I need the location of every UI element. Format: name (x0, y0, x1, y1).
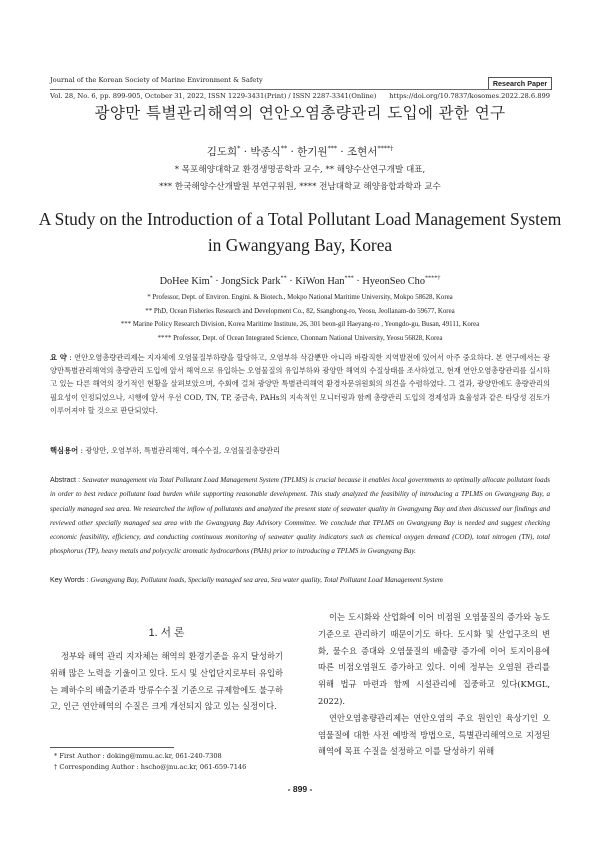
english-authors (0, 276, 600, 287)
author-mark: ** (280, 145, 288, 153)
english-keywords: Key Words : Gwangyang Bay, Pollutant loads, Specially managed sea area, Sea water quality, Total Pollutant Load Management System (50, 576, 443, 584)
paragraph: 정부와 해역 관리 지자체는 해역의 환경기준을 유지 달성하기 위해 많은 노력을 기울이고 있다. 도시 및 산업단지로부터 유입하는 폐하수의 배출기준과 방류수수질 기준으로 규제함에도 불구하고, 인근 연안해역의 수질은 크게 개선되지 않고 있는 실정이다. (50, 651, 283, 712)
keywords-text: 광양만, 오염부하, 특별관리해역, 해수수질, 오염물질총량관리 (85, 446, 281, 455)
intro-right-column (318, 609, 550, 760)
author-name: 박종식 (250, 146, 281, 158)
paragraph: 연안오염총량관리제는 연안오염의 주요 원인인 육상기인 오염물질에 대한 사전 예방적 방법으로, 특별관리해역으로 지정된 해역에 목표 수질을 설정하고 이를 달성하기 위해 (318, 712, 550, 757)
abstract-text: Seawater management via Total Pollutant Load Management System (TPLMS) is crucial because it enables local governments to optimally allocate pollutant loads in order to best reduce pollutant load burden while supporting reasonable development. This study analyzed the feasibility of introducing a TPLMS on Gwangyang Bay, a specially managed sea area. We researched the inflow of pollutants and analyzed the present state of seawater quality in Gwangyang Bay and then discussed our findings and reviewed other specially managed sea area with the Gwangyang Bay Advisory Committee. We conclude that TPLMS on Gwangyang Bay is needed and suggest checking economic feasibility, efficiency, and conducting continuous monitoring of seawater quality indicators such as chemical oxygen demand (COD), total nitrogen (TN), total phosphorus (TP), heavy metals and polycyclic aromatic hydrocarbons (PAHs) prior to introducing a TPLMS in Gwangyang Bay. (50, 476, 550, 556)
korean-abstract: 요 약 : 연안오염총량관리제는 지자체에 오염물질부하량을 할당하고, 오염부하 삭감뿐만 아니라 바람직한 지역발전에 있어서 아주 중요하다. 본 연구에서는 광양만특별관리해역의 총량관리 도입에 앞서 해역으로 유입하는 오염물질의 유입부하와 광양만 해역의 수질상태를 조사하였고, 현재 연안오염총량관리를 실시하고 있는 다른 해역의 장기적인 현황을 살펴보았으며, 수회에 걸쳐 광양만 특별관리해역 환경자문위원회의 의견을 수렴하였다. 그 결과, 광양만에도 총량관리의 필요성이 인정되었으나, 시행에 앞서 우선 COD, TN, TP, 중금속, PAHs의 지속적인 모니터링과 함께 총량관리 도입의 경제성과 효율성과 같은 타당성 검토가 이루어져야 할 것으로 판단되었다. (50, 353, 551, 415)
author-mark: ** (280, 274, 287, 282)
author-sep: · (353, 276, 363, 287)
corresponding-author-footnote: † Corresponding Author : hscho@jnu.ac.kr, 061-659-7146 (54, 763, 247, 771)
author-sep: · (212, 276, 222, 287)
author-mark: ****† (424, 274, 441, 282)
footnotes (54, 751, 246, 773)
korean-affiliation-1: * 목포해양대학교 환경생명공학과 교수, ** 해양수산연구개발 대표, (174, 165, 426, 175)
footnote-rule (50, 747, 174, 748)
author-sep: · (337, 146, 348, 158)
volume-info: Vol. 28, No. 6, pp. 899-905, October 31, 2022, ISSN 1229-3431(Print) / ISSN 2287-3341(Online) (50, 92, 377, 100)
author-name: 조현서 (347, 146, 378, 158)
abstract-text: 연안오염총량관리제는 지자체에 오염물질부하량을 할당하고, 오염부하 삭감뿐만 아니라 바람직한 지역발전에 있어서 아주 중요하다. 본 연구에서는 광양만특별관리해역의 총량관리 도입에 앞서 해역으로 유입하는 오염물질의 유입부하와 광양만 해역의 수질상태를 조사하였고, 현재 연안오염총량관리를 실시하고 있는 다른 해역의 장기적인 현황을 살펴보았으며, 수회에 걸쳐 광양만 특별관리해역 환경자문위원회의 의견을 수렴하였다. 그 결과, 광양만에도 총량관리의 필요성이 인정되었으나, 시행에 앞서 우선 COD, TN, TP, 중금속, PAHs의 지속적인 모니터링과 함께 총량관리 도입의 경제성과 효율성과 같은 타당성 검토가 이루어져야 할 것으로 판단되었다. (50, 353, 551, 415)
author-name: DoHee Kim (159, 276, 210, 287)
article-type-badge: Research Paper (488, 77, 552, 90)
author-name: 김도희 (206, 146, 238, 158)
doi[interactable]: https://doi.org/10.7837/kosomes.2022.28.6.899 (389, 92, 550, 100)
english-affiliation: *** Marine Policy Research Division, Korea Maritime Institute, 26, 301 beon-gil Haeyang-ro , Yeongdo-gu, Busan, 49111, Korea (120, 321, 480, 328)
english-affiliation: **** Professor, Dept. of Ocean Integrated Science, Chonnam National University, Yeosu 56828, Korea (157, 335, 443, 342)
author-mark: * (209, 274, 213, 282)
author-mark: *** (327, 145, 338, 153)
page-number: - 899 - (287, 784, 313, 794)
author-mark: ****† (377, 145, 394, 153)
author-name: KiWon Han (295, 276, 345, 287)
author-name: JongSick Park (221, 276, 281, 287)
keywords-text: Gwangyang Bay, Pollutant loads, Specially managed sea area, Sea water quality, Total Pollutant Load Management System (90, 576, 443, 584)
section-heading: 1. 서 론 (148, 627, 185, 639)
journal-name: Journal of the Korean Society of Marine Environment & Safety (50, 76, 263, 84)
korean-keywords: 핵심용어 : 광양만, 오염부하, 특별관리해역, 해수수질, 오염물질총량관리 (50, 446, 281, 455)
author-mark: *** (344, 274, 354, 282)
author-name: HyeonSeo Cho (362, 276, 425, 287)
english-title-line-1: A Study on the Introduction of a Total Pollutant Load Management System (38, 209, 562, 229)
keywords-label: Key Words (50, 576, 85, 584)
korean-authors (0, 144, 600, 159)
korean-title: 광양만 특별관리해역의 연안오염총량관리 도입에 관한 연구 (94, 104, 506, 122)
english-title-line-2: in Gwangyang Bay, Korea (207, 235, 393, 255)
english-affiliation: ** PhD, Ocean Fisheries Research and Development Co., 82, Ssangbong-ro, Yeosu, Jeollanam-do 59677, Korea (145, 308, 455, 315)
korean-affiliation-2: *** 한국해양수산개발원 부연구위원, **** 전남대학교 해양융합과학과 교수 (159, 182, 441, 192)
header-rule (50, 89, 550, 90)
paragraph: 이는 도시화와 산업화에 이어 비점원 오염물질의 증가와 농도기준으로 관리하기 때문이기도 하다. 도시화 및 산업구조의 변화, 물수요 증대와 오염물질의 배출량 증가에 이어 토지이용에 따른 비점오염원도 증가하고 있다. 이에 정부는 오염원 관리를 위해 법규 마련과 함께 시설관리에 집중하고 있다(KMGL, 2022). (318, 612, 550, 706)
intro-left-column (50, 648, 283, 715)
author-sep: · (287, 146, 298, 158)
author-sep: · (286, 276, 296, 287)
author-mark: * (237, 145, 241, 153)
english-affiliation: * Professor, Dept. of Environ. Engini. & Biotech., Mokpo National Maritime University, Mokpo 58628, Korea (147, 294, 453, 301)
author-name: 한기원 (297, 146, 328, 158)
keywords-label: 핵심용어 (50, 446, 79, 455)
abstract-label: 요 약 (50, 353, 67, 362)
english-abstract: Abstract : Seawater management via Total Pollutant Load Management System (TPLMS) is crucial because it enables local governments to optimally allocate pollutant loads in order to best reduce pollutant load burden while supporting reasonable development. This study analyzed the feasibility of introducing a TPLMS on Gwangyang Bay, a specially managed sea area. We researched the inflow of pollutants and analyzed the present state of seawater quality in Gwangyang Bay and then discussed our findings and reviewed other specially managed sea area with the Gwangyang Bay Advisory Committee. We conclude that TPLMS on Gwangyang Bay is needed and suggest checking economic feasibility, efficiency, and conducting continuous monitoring of seawater quality indicators such as chemical oxygen demand (COD), total nitrogen (TN), total phosphorus (TP), heavy metals and polycyclic aromatic hydrocarbons (PAHs) prior to introducing a TPLMS in Gwangyang Bay. (50, 476, 550, 556)
abstract-label: Abstract (50, 476, 77, 484)
first-author-footnote: * First Author : doking@mmu.ac.kr, 061-240-7308 (54, 752, 222, 760)
author-sep: · (240, 146, 251, 158)
